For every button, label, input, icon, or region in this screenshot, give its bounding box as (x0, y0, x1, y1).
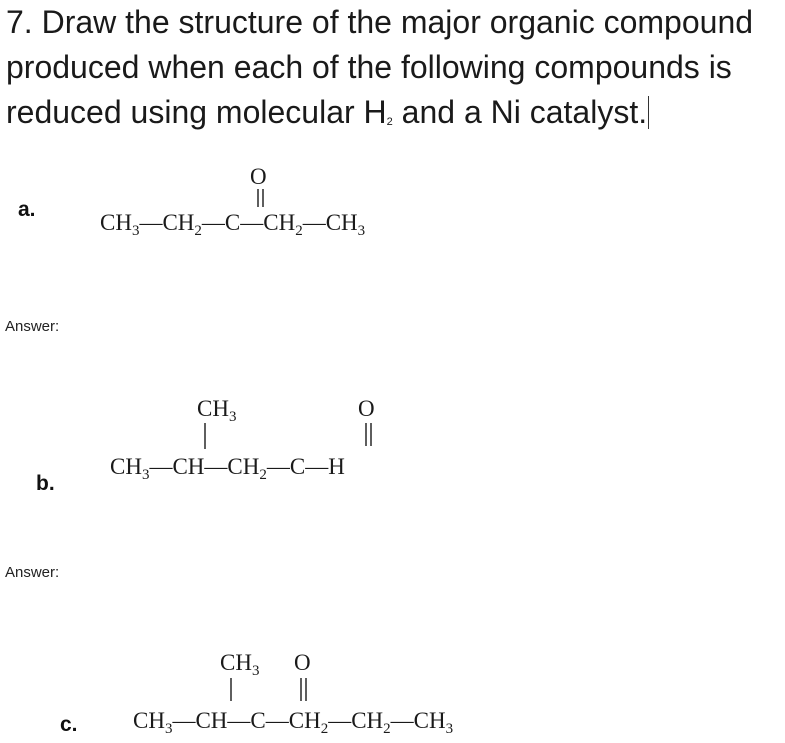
question-text-main: 7. Draw the structure of the major organic compound produced when each of the following compounds is reduced using molecular H (6, 4, 754, 130)
formula-a: $CH_3—CH_2—C—CH_2—CH_3$ (100, 210, 366, 239)
answer-a-label: Answer: (5, 318, 60, 335)
atom-oxygen: O (358, 396, 375, 421)
part-c-label: c. (60, 713, 78, 736)
part-b-label: b. (36, 472, 55, 495)
question-subscript: 2 (386, 116, 393, 128)
atom-oxygen: O (294, 650, 311, 675)
formula-c: $CH_3—CH—C—CH_2—CH_2—CH_3$ (133, 708, 454, 737)
question-text-end: and a Ni catalyst. (392, 94, 648, 130)
part-a-label: a. (18, 198, 36, 221)
formula-c-branch: $CH_3$ (220, 650, 260, 679)
formula-b: $CH_3—CH—CH_2—C—H$ (110, 454, 345, 483)
answer-b-label: Answer: (5, 564, 60, 581)
formula-b-branch: $CH_3$ (197, 396, 237, 425)
atom-oxygen: O (250, 164, 267, 189)
